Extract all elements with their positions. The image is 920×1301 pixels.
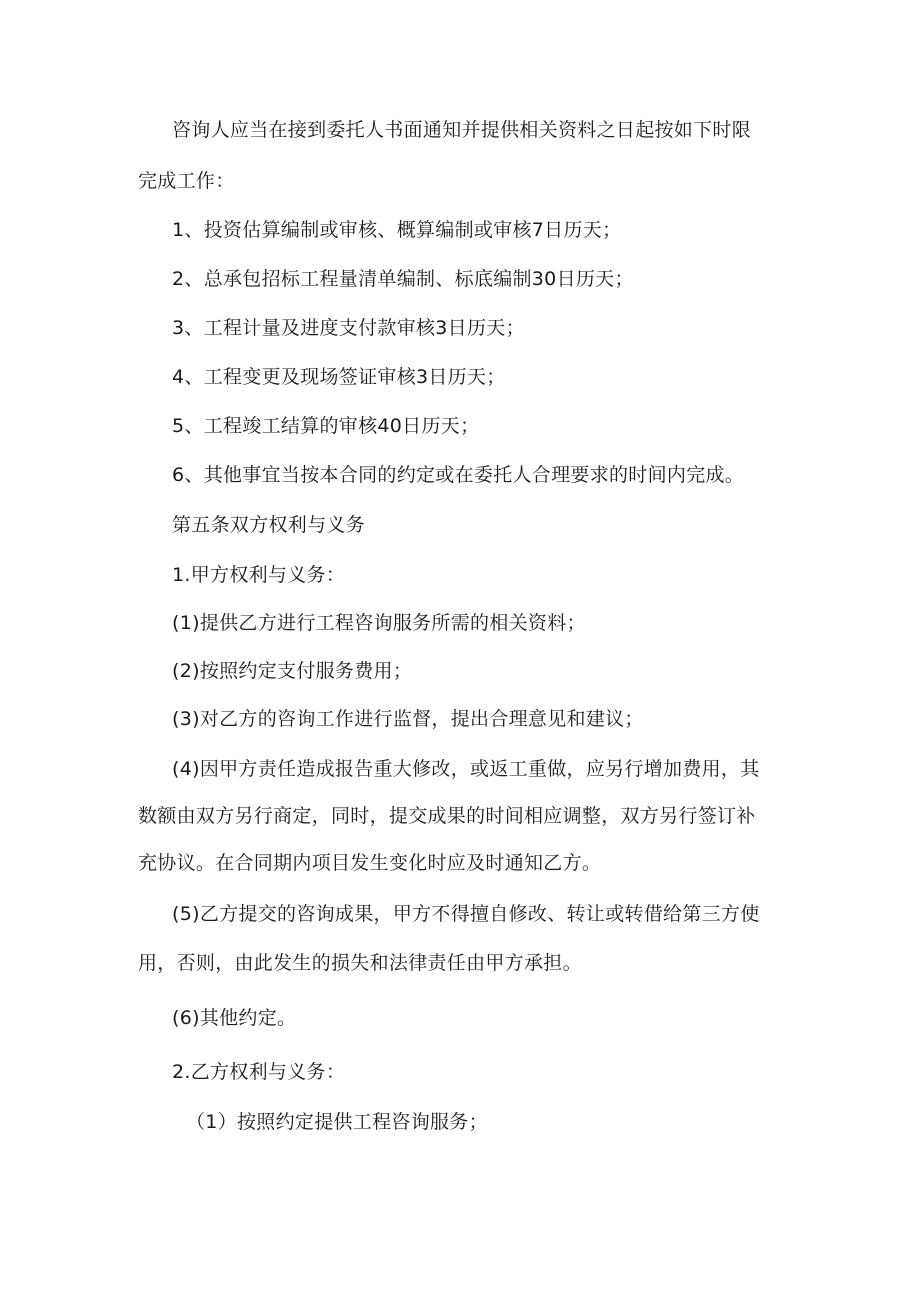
party-a-item-4-line-3: 充协议。在合同期内项目发生变化时应及时通知乙方。 [138,852,602,874]
deadline-item-3: 3、工程计量及进度支付款审核3日历天； [172,317,525,339]
party-a-item-2: (2)按照约定支付服务费用； [172,660,413,682]
party-a-heading: 1.甲方权利与义务： [172,564,346,586]
party-a-item-4-line-2: 数额由双方另行商定，同时，提交成果的时间相应调整，双方另行签订补 [138,805,756,827]
party-a-item-4-line-1: (4)因甲方责任造成报告重大修改，或返工重做，应另行增加费用，其 [172,758,760,780]
party-a-item-5-line-2: 用，否则，由此发生的损失和法律责任由甲方承担。 [138,952,582,974]
intro-line-2: 完成工作： [138,170,235,192]
party-a-item-1: (1)提供乙方进行工程咨询服务所需的相关资料； [172,612,586,634]
deadline-item-5: 5、工程竣工结算的审核40日历天； [172,415,480,437]
party-a-item-6: (6)其他约定。 [172,1007,297,1029]
party-b-item-1: （1）按照约定提供工程咨询服务； [186,1111,488,1133]
party-b-heading: 2.乙方权利与义务： [172,1061,346,1083]
party-a-item-3: (3)对乙方的咨询工作进行监督，提出合理意见和建议； [172,708,644,730]
party-a-item-5-line-1: (5)乙方提交的咨询成果，甲方不得擅自修改、转让或转借给第三方使 [172,903,760,925]
deadline-item-4: 4、工程变更及现场签证审核3日历天； [172,366,506,388]
deadline-item-6: 6、其他事宜当按本合同的约定或在委托人合理要求的时间内完成。 [172,464,745,486]
intro-line-1: 咨询人应当在接到委托人书面通知并提供相关资料之日起按如下时限 [172,119,752,141]
deadline-item-2: 2、总承包招标工程量清单编制、标底编制30日历天； [172,268,634,290]
article-title: 第五条双方权利与义务 [172,514,366,536]
deadline-item-1: 1、投资估算编制或审核、概算编制或审核7日历天； [172,219,622,241]
